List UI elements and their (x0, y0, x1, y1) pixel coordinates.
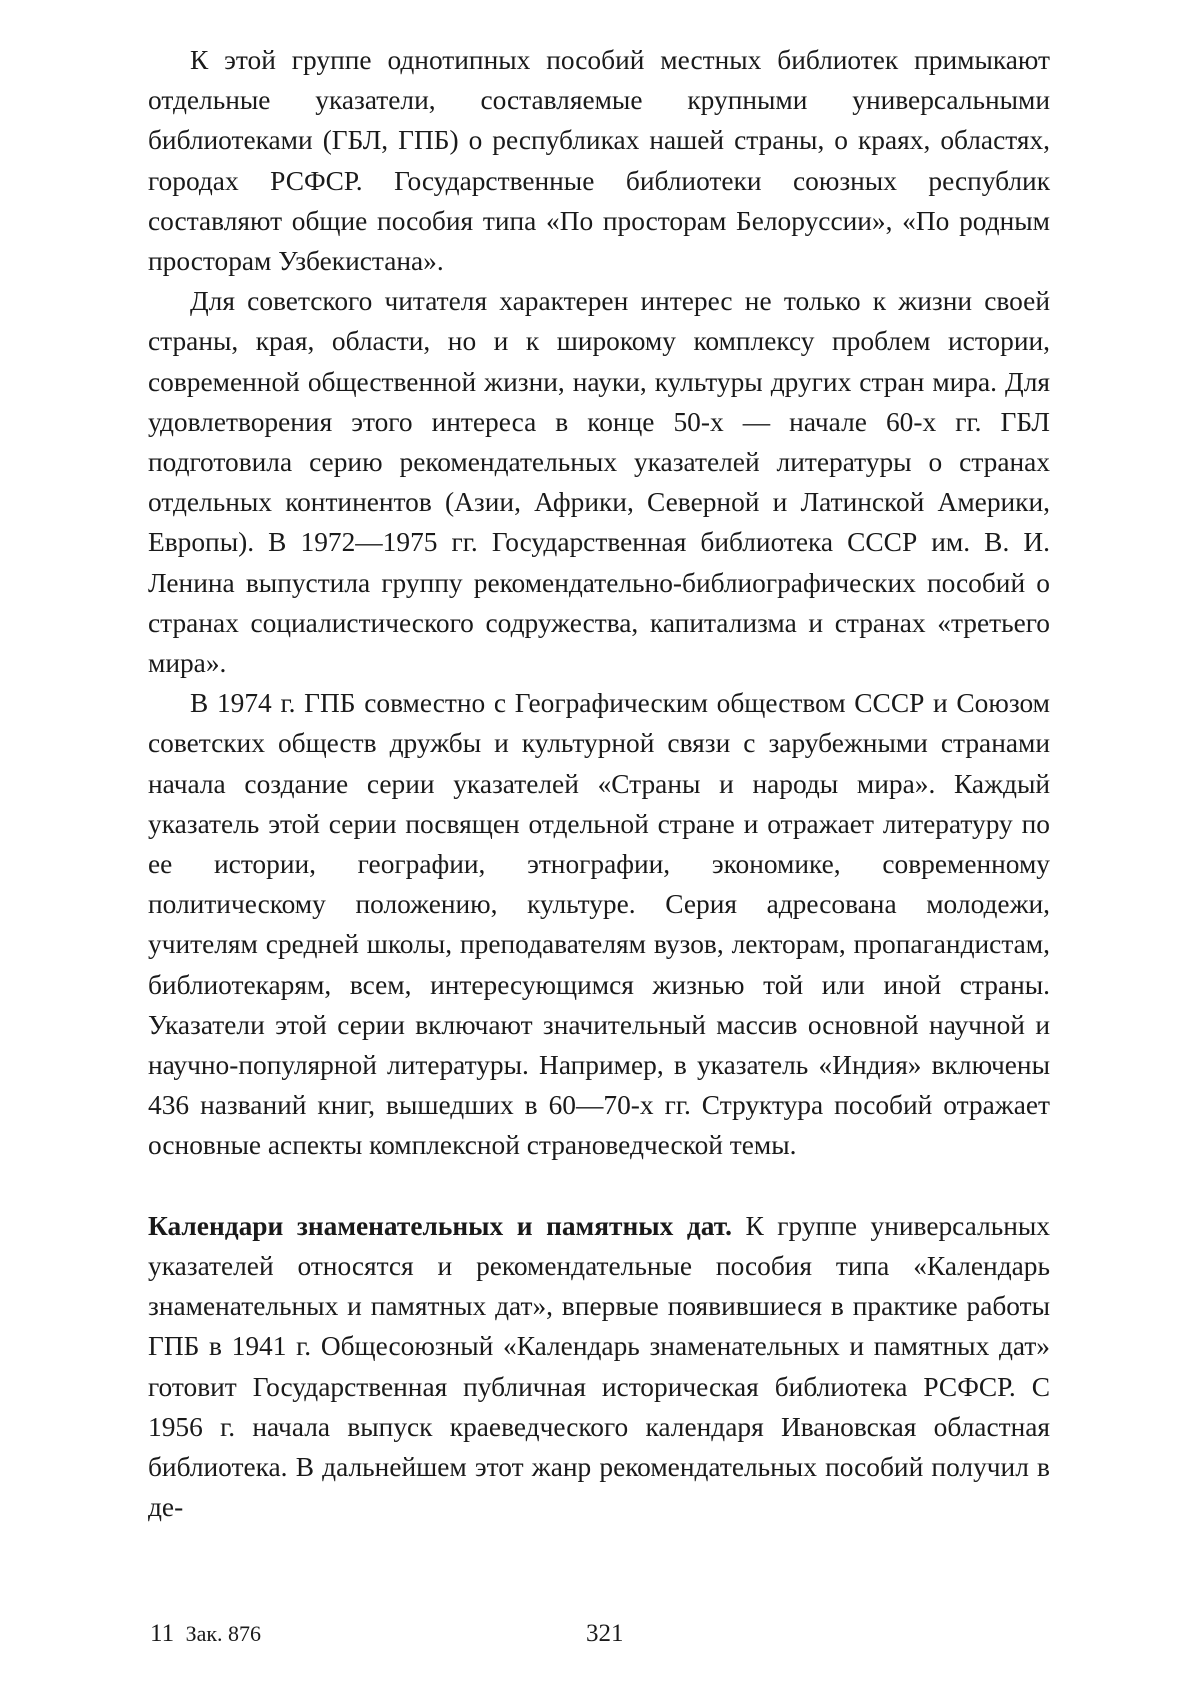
paragraph-calendars-text: К группе универсальных указателей относятся и рекомендательные пособия типа «Календарь знаменательных и памятных дат», впервые появившиеся в практике работы ГПБ в 1941 г. Общесоюзный «Календарь знаменательных и памятных дат» готовит Государственная публичная историческая библиотека РСФСР. С 1956 г. начала выпуск краеведческого календаря Ивановская областная библиотека. В дальнейшем этот жанр рекомендательных пособий получил в де- (148, 1210, 1050, 1523)
page-number: 321 (586, 1620, 624, 1647)
paragraph-world-countries: Для советского читателя характерен интерес не только к жизни своей страны, края, области, но и к широкому комплексу проблем истории, современной общественной жизни, науки, культуры других стран мира. Для удовлетворения этого интереса в конце 50-х — начале 60-х гг. ГБЛ подготовила серию рекомендательных указателей литературы о странах отдельных континентов (Азии, Африки, Северной и Латинской Америки, Европы). В 1972—1975 гг. Государственная библиотека СССР им. В. И. Ленина выпустила группу рекомендательно-библиографических пособий о странах социалистического содружества, капитализма и странах «третьего мира». (148, 286, 1050, 679)
page-body (148, 40, 1050, 1527)
paragraph-calendars (148, 1206, 1050, 1528)
order-number: Зак. 876 (185, 1621, 262, 1646)
paragraph-local-indexes: К этой группе однотипных пособий местных библиотек примыкают отдельные указатели, составляемые крупными универсальными библиотеками (ГБЛ, ГПБ) о республиках нашей страны, о краях, областях, городах РСФСР. Государственные библиотеки союзных республик составляют общие пособия типа «По просторам Белоруссии», «По родным просторам Узбекистана». (148, 45, 1050, 277)
signature-number: 11 (150, 1620, 175, 1647)
section-heading: Календари знаменательных и памятных дат. (148, 1210, 732, 1241)
printer-signature (150, 1620, 261, 1648)
paragraph-countries-series: В 1974 г. ГПБ совместно с Географическим обществом СССР и Союзом советских обществ дружбы и культурной связи с зарубежными странами начала создание серии указателей «Страны и народы мира». Каждый указатель этой серии посвящен отдельной стране и отражает литературу по ее истории, географии, этнографии, экономике, современному политическому положению, культуре. Серия адресована молодежи, учителям средней школы, преподавателям вузов, лекторам, пропагандистам, библиотекарям, всем, интересующимся жизнью той или иной страны. Указатели этой серии включают значительный массив основной научной и научно-популярной литературы. Например, в указатель «Индия» включены 436 названий книг, вышедших в 60—70-х гг. Структура пособий отражает основные аспекты комплексной страноведческой темы. (148, 688, 1050, 1161)
page-footer (0, 1620, 1190, 1660)
